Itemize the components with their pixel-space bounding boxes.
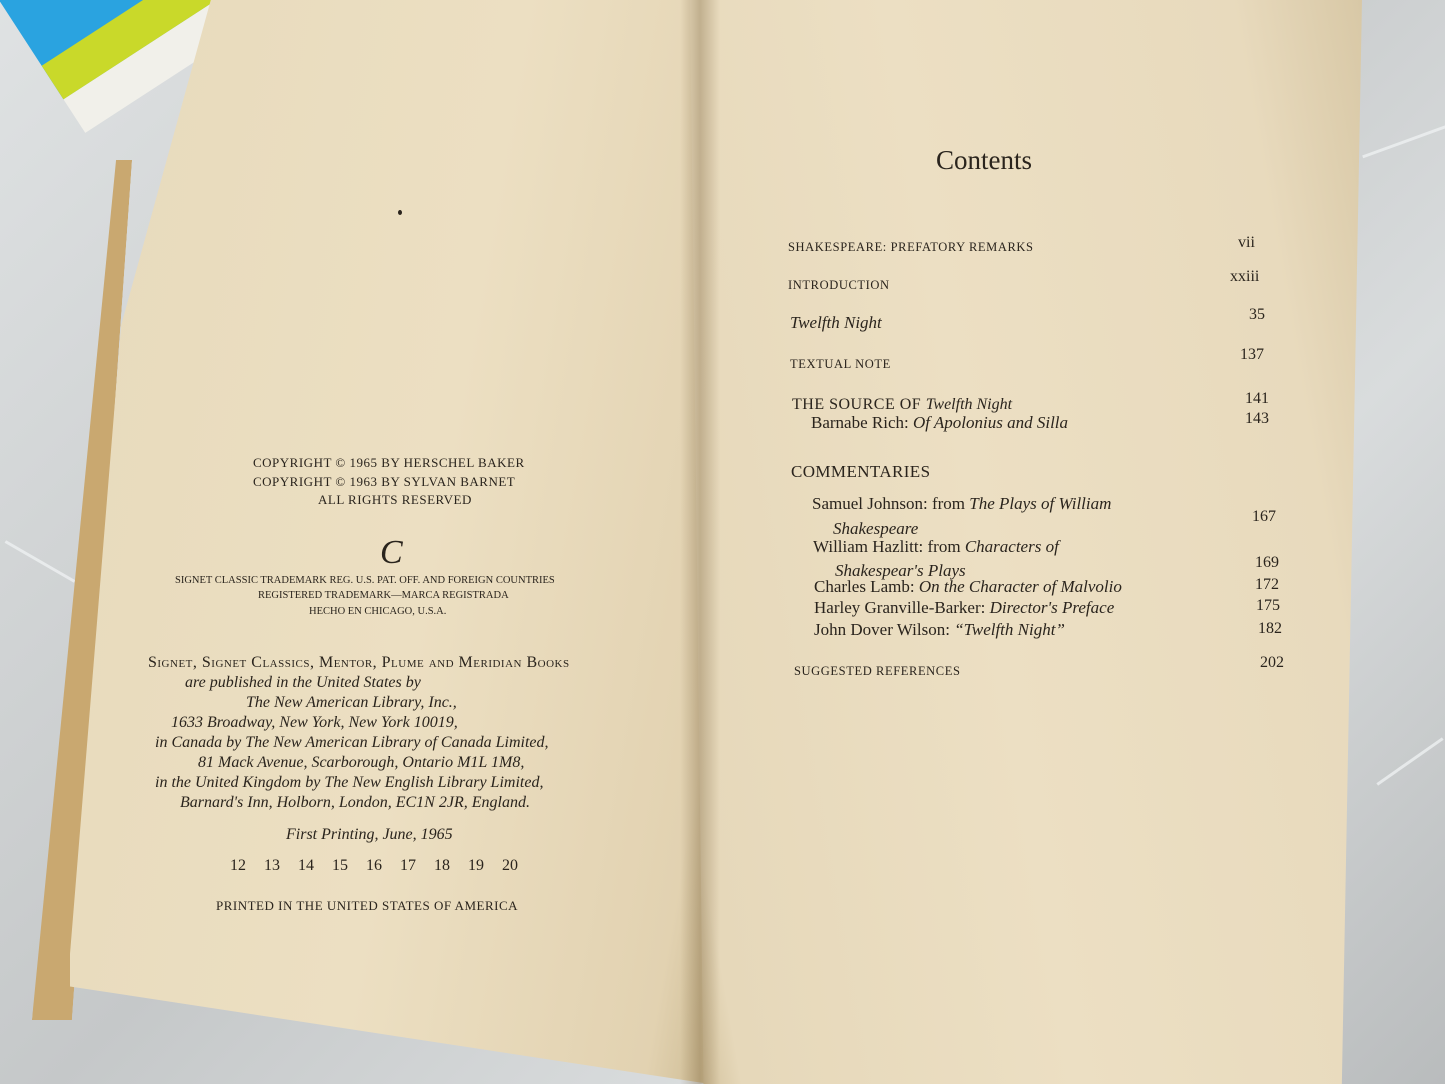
ink-speck <box>398 210 402 215</box>
trademark-line: HECHO EN CHICAGO, U.S.A. <box>309 606 447 617</box>
publisher-line: 1633 Broadway, New York, New York 10019, <box>171 714 458 731</box>
toc-entry-label: SHAKESPEARE: PREFATORY REMARKS <box>788 240 1034 254</box>
toc-entry-label: TEXTUAL NOTE <box>790 357 891 371</box>
toc-entry-label-title: Of Apolonius and Silla <box>912 413 1069 432</box>
toc-entry-label-prefix: William Hazlitt: from <box>813 537 965 556</box>
publisher-line: are published in the United States by <box>185 674 421 691</box>
toc-entry-label <box>814 598 1114 618</box>
toc-entry-label: SUGGESTED REFERENCES <box>794 664 961 678</box>
toc-section-heading: COMMENTARIES <box>791 462 931 481</box>
toc-entry-page: 167 <box>1252 508 1276 525</box>
copyright-line: COPYRIGHT © 1963 BY SYLVAN BARNET <box>253 474 516 489</box>
toc-entry-label-title: “Twelfth Night” <box>954 620 1065 639</box>
toc-entry-label-prefix: Samuel Johnson: from <box>812 494 970 513</box>
toc-entry-label: Twelfth Night <box>790 313 882 332</box>
toc-entry-page: 169 <box>1255 554 1279 571</box>
toc-entry-label-title: Twelfth Night <box>925 396 1013 413</box>
toc-entry-label-continued: Shakespeare <box>833 519 919 538</box>
toc-entry-page: xxiii <box>1230 268 1260 285</box>
toc-entry-page: 141 <box>1245 390 1269 407</box>
printing-numbers: 12 13 14 15 16 17 18 19 20 <box>230 857 518 874</box>
toc-entry-label-prefix: Harley Granville-Barker: <box>814 598 990 617</box>
toc-entry-label <box>792 396 1012 414</box>
toc-entry-label-title: The Plays of William <box>969 494 1112 513</box>
toc-entry-label-title: On the Character of Malvolio <box>918 577 1122 596</box>
contents-title: Contents <box>936 145 1033 175</box>
printed-in: PRINTED IN THE UNITED STATES OF AMERICA <box>216 898 519 913</box>
toc-entry-label-title: Director's Preface <box>989 598 1115 617</box>
toc-entry-label <box>814 577 1122 597</box>
toc-entry-page: 35 <box>1249 306 1265 323</box>
publisher-line: in the United Kingdom by The New English Library Limited, <box>155 774 544 791</box>
trademark-line: REGISTERED TRADEMARK—MARCA REGISTRADA <box>258 590 509 601</box>
toc-entry-label-prefix: Charles Lamb: <box>814 577 919 596</box>
trademark-line: SIGNET CLASSIC TRADEMARK REG. U.S. PAT. OFF. AND FOREIGN COUNTRIES <box>175 575 555 586</box>
toc-entry-page: 202 <box>1260 654 1284 671</box>
toc-entry-page: vii <box>1238 234 1255 251</box>
publisher-line: The New American Library, Inc., <box>246 694 457 711</box>
first-printing: First Printing, June, 1965 <box>286 826 453 843</box>
toc-entry-label <box>811 413 1068 433</box>
toc-entry-page: 143 <box>1245 410 1269 427</box>
toc-entry-label <box>814 620 1065 640</box>
toc-entry-page: 137 <box>1240 346 1264 363</box>
publisher-line: in Canada by The New American Library of Canada Limited, <box>155 734 549 751</box>
signet-classic-logo: C <box>380 534 403 571</box>
toc-entry-label: INTRODUCTION <box>788 278 890 292</box>
toc-entry-label-continued: Shakespear's Plays <box>835 561 966 580</box>
publisher-line: Signet, Signet Classics, Mentor, Plume and Meridian Books <box>148 654 570 671</box>
toc-entry-label-prefix: THE SOURCE OF <box>792 396 926 413</box>
toc-entry-page: 182 <box>1258 620 1282 637</box>
toc-entry-label <box>813 537 1059 557</box>
copyright-line: ALL RIGHTS RESERVED <box>318 492 472 507</box>
toc-entry-label-prefix: Barnabe Rich: <box>811 413 913 432</box>
publisher-line: Barnard's Inn, Holborn, London, EC1N 2JR, England. <box>180 794 530 811</box>
copyright-line: COPYRIGHT © 1965 BY HERSCHEL BAKER <box>253 455 525 470</box>
toc-entry-page: 172 <box>1255 576 1279 593</box>
book-gutter <box>680 0 720 1084</box>
toc-entry-label-title: Characters of <box>964 537 1059 556</box>
publisher-line: 81 Mack Avenue, Scarborough, Ontario M1L 1M8, <box>198 754 525 771</box>
toc-entry-page: 175 <box>1256 597 1280 614</box>
toc-entry-label-prefix: John Dover Wilson: <box>814 620 955 639</box>
toc-entry-label <box>812 494 1111 514</box>
